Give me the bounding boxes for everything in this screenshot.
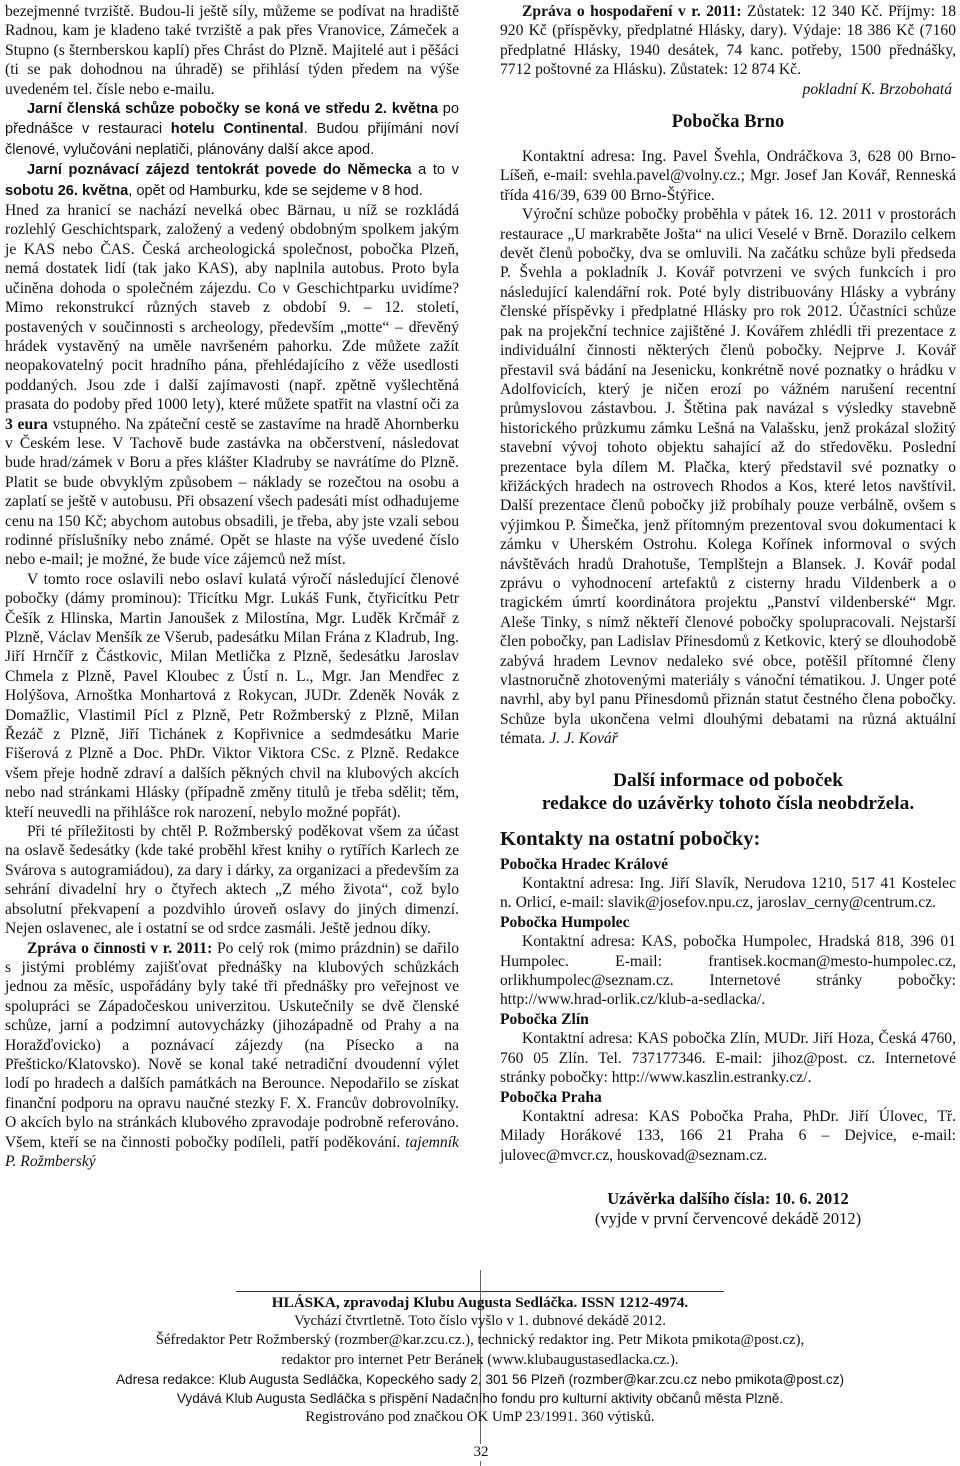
economy-report-paragraph: Zpráva o hospodaření v r. 2011: Zůstatek: 12 340 Kč. Příjmy: 18 920 Kč (příspěvky, předplatné Hlásky, dary). Výdaje: 18 386 Kč (7160 předplatné Hlásky, 1940 desátek, 74 kanc. potřeby, 1500 přednášky, 7712 poštovné za Hlásku). Zůstatek: 12 874 Kč.	[500, 3, 956, 79]
anniversaries-paragraph: V tomto roce oslavili nebo oslaví kulatá výročí následující členové pobočky (dámy prominou): Třicítku Mgr. Lukáš Funk, čtyřicítku Petr Češík z Hlinska, Martin Janoušek z Milostína, Mgr. Luděk Krčmář z Plzně, Václav Menšík ze Všerub, padesátku Milan Frána z Kladrub, Ing. Jiří Hrnčíř z Částkovic, Milan Metlička z Plzně, šedesátku Jaroslav Chmela z Plzně, Pavel Kloubec z Ústí n. L., Mgr. Jan Mendřec z Holýšova, Arnoštka Monhartová z Rokycan, JUDr. Zdeněk Novák z Domažlic, Vlastimil Pícl z Plzně, Petr Rožmberský z Plzně, Milan Řezáč z Plzně, Jiří Tichánek z Kopřivnice a sedmdesátku Marie Fišerová z Plzně a Doc. PhDr. Viktor Viktora CSc. z Plzně. Redakce všem přeje hodně zdraví a dalších pěkných chvil na klubových akcích nebo nad stránkami Hlásky (případně změny titulů je třeba sdělit; těm, kteří neuvedli na přihlášce rok narození, nebylo možné popřát).	[5, 570, 459, 821]
spring-trip-paragraph: Jarní poznávací zájezd tentokrát povede do Německa a to v sobotu 26. května, opět od Hamburku, kde se sejdeme v 8 hod.	[5, 162, 459, 199]
next-issue-deadline: Uzávěrka dalšího čísla: 10. 6. 2012 (vyjde v první červencové dekádě 2012)	[594, 1189, 862, 1229]
branch-name: Pobočka Hradec Králové	[500, 855, 669, 873]
brno-branch-heading: Pobočka Brno	[671, 112, 785, 133]
brno-report: Výroční schůze pobočky proběhla v pátek 16. 12. 2011 v prostorách restaurace „U markraběte Jošta“ na ulici Veselé v Brně. Dorazilo celkem devět členů pobočky, dva se omluvili. Na začátku schůze byli předseda P. Švehla a pokladník J. Kovář potvrzeni ve svých funkcích i pro následující kalendářní rok. Poté byly distribuovány Hlásky a vybrány členské příspěvky i předplatné Hlásky pro rok 2012. Účastníci schůze pak na projekční technice zajištěné J. Kovářem zhlédli tři prezentace z individuální činnosti některých členů pobočky. Nejprve J. Kovář přestavil svá bádání na Jesenicku, konkrétně nové poznatky o hrádku v Adolfovicích, který je ničen erozí po vážném narušení recentní průmyslovou zástavbou. J. Štětina pak navázal s výsledky stavebně historického průzkumu zámku Lešná na Valašsku, jenž prokázal složitý stavební vývoj tohoto objektu sahající až do středověku. Poslední prezentace byla dílem M. Plačka, který představil své poznatky o křižáckých hradech na ostrovech Rhodos a Kos, které letos navštívil. Další prezentace členů pobočky již probíhaly pouze verbálně, ovšem s výjimkou P. Šimečka, jenž přítomným prezentoval svou dokumentaci k zámku v Uherském Ostrohu. Kolega Kořínek informoval o svých návštěvách hradů Drahotuše, Templštejn a Blansek. J. Kovář podal zprávu o vyhodnocení artefaktů z cisterny hradu Vildenberk a o tragickém úmrtí koordinátora projektu „Panství vildenberské“ Mgr. Aleše Tinky, s nímž někteří členové pobočky spolupracovali. Nejstarší člen pobočky, pan Ladislav Přinesdomů z Ketkovic, který se dlouhodobě zabývá hradem Levnov nedaleko své obce, potěšil přítomné členy vlastnoručně zhotovenými materiály s vánoční tématikou. J. Unger poté navrhl, aby byl panu Přinesdomů přiznán statut čestného člena pobočky. Schůze byla ukončena velmi dlouhými debatami na různá aktuální témata. J. J. Kovář	[500, 206, 956, 748]
right-column	[500, 2, 956, 1229]
branch-zlin	[500, 1010, 956, 1088]
branch-contact: Kontaktní adresa: KAS, pobočka Humpolec, Hradská 818, 396 01 Humpolec. E-mail: frantisek.kocman@mesto-humpolec.cz, orlikhumpolec@seznam.cz. Internetové stránky pobočky: http://www.hrad-orlik.cz/klub-a-sedlacka/.	[500, 933, 956, 1009]
branch-praha	[500, 1088, 956, 1166]
footer-line: redaktor pro internet Petr Beránek (www.klubaugustasedlacka.cz.).	[281, 1351, 679, 1368]
branch-hradec-kralove	[500, 855, 956, 913]
left-column	[5, 2, 459, 1171]
branch-contact: Kontaktní adresa: Ing. Jiří Slavík, Nerudova 1210, 517 41 Kostelec n. Orlicí, e-mail: slavik@josefov.npu.cz, jaroslav_cerny@centrum.cz.	[500, 875, 956, 912]
branch-name: Pobočka Praha	[500, 1088, 602, 1106]
thanks-paragraph: Při té příležitosti by chtěl P. Rožmberský poděkovat všem za účast na oslavě šedesátky (kde také proběhl křest knihy o rytířích Karlech ze Svárova s autogramiádou), za dary i dárky, za organizaci a především za sehrání divadelní hry o čtyřech aktech „Z mého života“, což bylo absolutní překvapení a pozdvihlo úroveň oslavy do jiných dimenzí. Nejen oslavenec, ale i ostatní se od srdce zasmáli. Ještě jednou díky.	[5, 823, 459, 938]
brno-signature: J. J. Kovář	[549, 730, 618, 748]
masthead-footer	[0, 1293, 960, 1427]
brno-contact: Kontaktní adresa: Ing. Pavel Švehla, Ondráčkova 3, 628 00 Brno-Líšeň, e-mail: svehla.pavel@volny.cz.; Mgr. Josef Jan Kovář, Renneská třída 416/39, 639 00 Brno-Štýřice.	[500, 148, 956, 204]
spring-meeting-paragraph: Jarní členská schůze pobočky se koná ve středu 2. května po přednášce v restauraci hotelu Continental. Budou přijímáni noví členové, vylučováni neplatiči, plánovány další akce apod.	[5, 101, 460, 158]
geschichtspark-paragraph: Hned za hranicí se nachází nevelká obec Bärnau, u níž se rozkládá rozlehlý Geschichtspark, založený a vedený obdobným spolkem jakým je KAS nebo ČAS. Česká archeologická společnost, pobočka Plzeň, nemá dostatek lidí (tak jako KAS), aby naplnila autobus. Proto byla učiněna dohoda o společném zájezdu. Co v Geschichtparku uvidíme? Mimo rekonstrukcí různých staveb z období 9. – 12. století, postavených v součinnosti s archeology, především „motte“ – dřevěný hrádek vystavěný na uměle navršeném pahorku. Zde můžete zažít neopakovatelný pocit hradního pána, přehlédajícího z věže usedlosti poddaných. Jsou zde i další zajímavosti (např. zpětně vyšlechtěná prasata do podoby před 1000 lety), které můžete spatřit na vlastní oči za 3 eura vstupného. Na zpáteční cestě se zastavíme na hradě Ahornberku v Českém lese. V Tachově bude zastávka na občerstvení, následovat bude hrad/zámek v Boru a přes klášter Kladruby se navrátíme do Plzně. Platit se bude obvyklým způsobem – náklady se rozečtou na osobu a zaplatí se ještě v autobusu. Při obsazení všech padesáti míst odhadujeme cenu na 150 Kč; abychom autobus obsadili, je třeba, aby jste vzali sebou rodinné příslušníky nebo známé. Opět se hlaste na výše uvedené číslo nebo e-mail; je možné, že bude více zájemců než míst.	[5, 202, 459, 569]
trip-paragraph: bezejmenné tvrziště. Budou-li ještě síly, můžeme se podívat na hradiště Radnou, kam je kladeno také tvrziště a pak přes Vranovice, Zámeček a Stupno (s šternberskou kaplí) přes Chrást do Plzně. Majitelé aut i pěšáci (ti se pak dohodnou na úhradě) se přihlásí týden předem na výše uvedeném tel. čísle nebo e-mailu.	[5, 3, 459, 98]
branch-name: Pobočka Humpolec	[500, 913, 630, 931]
footer-line: Registrováno pod značkou OK UmP 23/1991. 360 výtisků.	[305, 1409, 655, 1426]
activity-report-paragraph: Zpráva o činnosti v r. 2011: Po celý rok (mimo prázdnin) se dařilo s jistými problémy zajišťovat přednášky na klubových schůzkách jednou za měsíc, uspořádány byly také tři přednášky pro veřejnost ve spolupráci se Západočeskou univerzitou. Uskutečnily se dvě členské schůze, jarní a podzimní autovycházky (jihozápadně od Prahy a na Horažďovicko) a poznávací zájezdy (na Písecko a na Přešticko/Klatovsko). Nově se konal také netradiční dvoudenní výlet lodí po hradech a dalších památkách na Berounce. Nepodařilo se získat finanční podporu na opravu naučné stezky F. X. Francův dobrovolníky. O akcích bylo na stránkách klubového zpravodaje podrobně referováno. Všem, kteří se na činnosti pobočky podíleli, patří poděkování. tajemník P. Rožmberský	[5, 939, 459, 1170]
footer-divider	[236, 1291, 724, 1292]
footer-line: Šéfredaktor Petr Rožmberský (rozmber@kar.zcu.cz.), technický redaktor ing. Petr Mikota pmikota@post.cz),	[155, 1332, 805, 1349]
treasurer-signature: pokladní K. Brzobohatá	[802, 80, 952, 98]
no-more-info-notice: Další informace od poboček redakce do uzávěrky tohoto čísla neobdržela.	[541, 769, 915, 814]
branch-name: Pobočka Zlín	[500, 1010, 589, 1028]
branch-contact: Kontaktní adresa: KAS Pobočka Praha, PhDr. Jiří Úlovec, Tř. Milady Horákové 133, 166 21 Praha 6 – Dejvice, e-mail: julovec@mvcr.cz, houskovad@seznam.cz.	[500, 1107, 956, 1164]
branch-contact: Kontaktní adresa: KAS pobočka Zlín, MUDr. Jiří Hoza, Česká 4760, 760 05 Zlín. Tel. 737177346. E-mail: jihoz@post. cz. Internetové stránky pobočky: http://www.kaszlin.estranky.cz/.	[500, 1030, 956, 1087]
secretary-signature: tajemník P. Rožmberský	[5, 1133, 459, 1170]
footer-line: Vydává Klub Augusta Sedláčka s přispění Nadačního fondu pro kulturní aktivity občanů města Plzně.	[176, 1391, 784, 1407]
footer-title: HLÁSKA, zpravodaj Klubu Augusta Sedláčka. ISSN 1212-4974.	[271, 1294, 689, 1311]
page-number: 32	[466, 1444, 496, 1461]
footer-line: Vychází čtvrtletně. Toto číslo vyšlo v 1. dubnové dekádě 2012.	[294, 1313, 666, 1330]
footer-line: Adresa redakce: Klub Augusta Sedláčka, Kopeckého sady 2, 301 56 Plzeň (rozmber@kar.zcu.cz nebo pmikota@post.cz)	[115, 1371, 845, 1387]
branch-humpolec	[500, 913, 956, 1010]
contacts-heading: Kontakty na ostatní pobočky:	[500, 827, 761, 850]
